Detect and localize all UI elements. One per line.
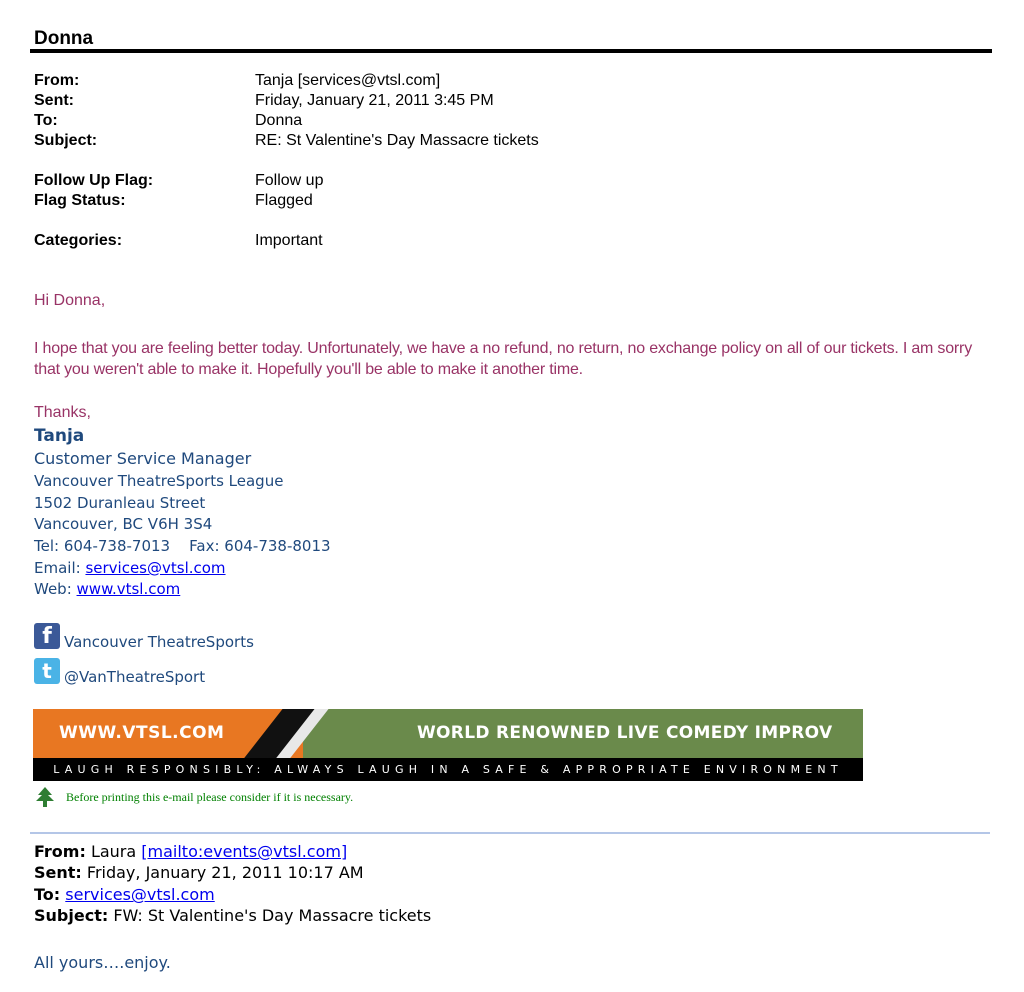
- facebook-label: Vancouver TheatreSports: [64, 633, 254, 651]
- header-value: Tanja [services@vtsl.com]: [255, 72, 441, 89]
- facebook-icon[interactable]: f: [34, 623, 60, 649]
- fwd-subject-value: FW: St Valentine's Day Massacre tickets: [108, 906, 432, 925]
- eco-note-text: Before printing this e-mail please consider if it is necessary.: [66, 789, 354, 804]
- header-value: Friday, January 21, 2011 3:45 PM: [255, 92, 494, 109]
- fwd-from: [34, 842, 347, 861]
- promo-banner[interactable]: [33, 709, 863, 781]
- twitter-icon[interactable]: t: [34, 658, 60, 684]
- fwd-to-link[interactable]: services@vtsl.com: [65, 885, 215, 904]
- header-label: Categories:: [34, 232, 123, 249]
- header-label: From:: [34, 72, 80, 89]
- forward-separator: [30, 832, 990, 834]
- header-label: To:: [34, 112, 58, 129]
- owner-rule: [30, 49, 992, 53]
- fwd-sent-label: Sent:: [34, 863, 82, 882]
- fwd-sent: [34, 863, 364, 882]
- email-link[interactable]: services@vtsl.com: [85, 559, 226, 577]
- header-label: Flag Status:: [34, 192, 126, 209]
- header-value: Follow up: [255, 172, 324, 189]
- mailbox-owner: Donna: [34, 28, 94, 49]
- signature-org: Vancouver TheatreSports League: [34, 472, 284, 490]
- fwd-subject: [34, 906, 431, 925]
- banner-top: [33, 709, 863, 758]
- facebook-row[interactable]: [34, 621, 254, 651]
- twitter-label: @VanTheatreSport: [64, 668, 206, 686]
- fwd-from-value: Laura: [85, 842, 142, 861]
- fwd-to: [34, 885, 215, 904]
- header-label: Follow Up Flag:: [34, 172, 154, 189]
- web-label: Web:: [34, 580, 77, 598]
- sign-off: Thanks,: [34, 404, 91, 421]
- fwd-from-label: From:: [34, 842, 86, 861]
- signature-name: Tanja: [34, 426, 85, 446]
- header-value: RE: St Valentine's Day Massacre tickets: [255, 132, 539, 149]
- email-label: Email:: [34, 559, 86, 577]
- fwd-subject-label: Subject:: [34, 906, 109, 925]
- signature-email: [34, 559, 226, 577]
- fwd-sent-value: Friday, January 21, 2011 10:17 AM: [81, 863, 364, 882]
- greeting: Hi Donna,: [34, 292, 106, 309]
- fwd-to-label: To:: [34, 885, 61, 904]
- tree-icon: [34, 786, 56, 808]
- header-value: Donna: [255, 112, 303, 129]
- web-link[interactable]: www.vtsl.com: [76, 580, 181, 598]
- signature-phones: Tel: 604-738-7013 Fax: 604-738-8013: [34, 537, 331, 555]
- fwd-from-link[interactable]: [mailto:events@vtsl.com]: [141, 842, 348, 861]
- header-label: Subject:: [34, 132, 98, 149]
- header-label: Sent:: [34, 92, 74, 109]
- eco-note: [34, 786, 353, 808]
- header-value: Flagged: [255, 192, 313, 209]
- banner-url: WWW.VTSL.COM: [59, 723, 225, 743]
- message-paragraph: I hope that you are feeling better today. Unfortunately, we have a no refund, no return, no exchange policy on all of our tickets. I am sorry that you weren't able to make it. Hopefully you'll be able to make it another time.: [34, 340, 972, 378]
- signature-street: 1502 Duranleau Street: [34, 494, 206, 512]
- signature-title: Customer Service Manager: [34, 449, 252, 468]
- fwd-closing: All yours….enjoy.: [34, 953, 171, 972]
- header-value: Important: [255, 232, 323, 249]
- banner-motto: LAUGH RESPONSIBLY: ALWAYS LAUGH IN A SAFE & APPROPRIATE ENVIRONMENT: [33, 758, 863, 781]
- twitter-row[interactable]: [34, 656, 205, 686]
- signature-city: Vancouver, BC V6H 3S4: [34, 515, 213, 533]
- banner-tagline: WORLD RENOWNED LIVE COMEDY IMPROV: [417, 723, 833, 743]
- signature-web: [34, 580, 180, 598]
